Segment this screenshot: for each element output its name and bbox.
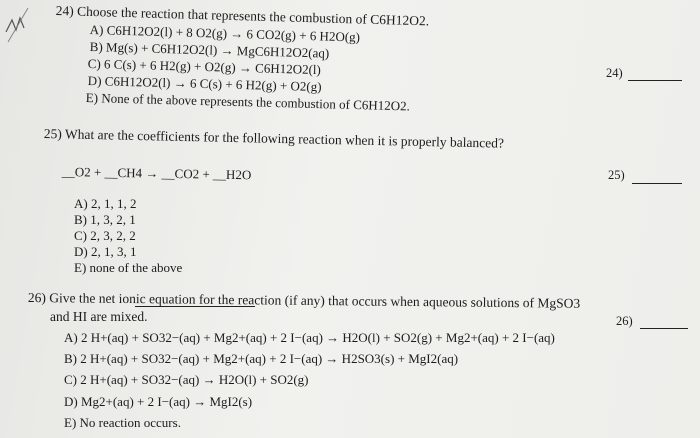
- q26-stem-line2: and HI are mixed.: [50, 309, 148, 324]
- q26-option-a: A) 2 H+(aq) + SO32−(aq) + Mg2+(aq) + 2 I−(aq) → H2O(l) + SO2(g) + Mg2+(aq) + 2 I−(aq): [64, 330, 555, 345]
- q24-answer-label: 24): [606, 66, 623, 80]
- q24-stem: 24) Choose the reaction that represents the combustion of C6H12O2.: [55, 3, 430, 29]
- q25-option-d: D) 2, 1, 3, 1: [74, 244, 137, 259]
- q25-option-c: C) 2, 3, 2, 2: [74, 228, 136, 243]
- q25-answer-label: 25): [608, 168, 625, 182]
- q25-option-a: A) 2, 1, 1, 2: [74, 196, 137, 211]
- pencil-scribble: [2, 2, 32, 62]
- q24-option-a: A) C6H12O2(l) + 8 O2(g) → 6 CO2(g) + 6 H2O(g): [89, 22, 361, 45]
- q26-option-b: B) 2 H+(aq) + SO32−(aq) + Mg2+(aq) + 2 I−(aq) → H2SO3(s) + MgI2(aq): [64, 351, 459, 366]
- q24-answer-line[interactable]: [628, 80, 682, 81]
- q26-stem-text: 26) Give the net ionic equation for the reaction (if any) that occurs when aqueous solutions of MgSO3: [27, 290, 581, 311]
- q26-net-ionic-underline: [135, 306, 255, 307]
- q25-answer-line[interactable]: [632, 183, 682, 184]
- q24-option-d: D) C6H12O2(l) → 6 C(s) + 6 H2(g) + O2(g): [87, 73, 322, 95]
- q24-option-e: E) None of the above represents the combustion of C6H12O2.: [85, 90, 411, 114]
- q24-option-b: B) Mg(s) + C6H12O2(l) → MgC6H12O2(aq): [89, 39, 330, 61]
- q24-option-c: C) 6 C(s) + 6 H2(g) + O2(g) → C6H12O2(l): [87, 56, 322, 78]
- q26-option-c: C) 2 H+(aq) + SO32−(aq) → H2O(l) + SO2(g): [64, 372, 309, 387]
- q25-option-b: B) 1, 3, 2, 1: [74, 212, 136, 227]
- q26-option-d: D) Mg2+(aq) + 2 I−(aq) → MgI2(s): [64, 394, 253, 409]
- q25-equation: __O2 + __CH4 → __CO2 + __H2O: [61, 164, 252, 183]
- q25-option-e: E) none of the above: [74, 260, 183, 275]
- q25-stem: 25) What are the coefficients for the following reaction when it is properly balanced?: [43, 126, 505, 151]
- q26-option-e: E) No reaction occurs.: [64, 415, 181, 430]
- q26-answer-label: 26): [616, 314, 633, 328]
- q26-answer-line[interactable]: [640, 328, 688, 329]
